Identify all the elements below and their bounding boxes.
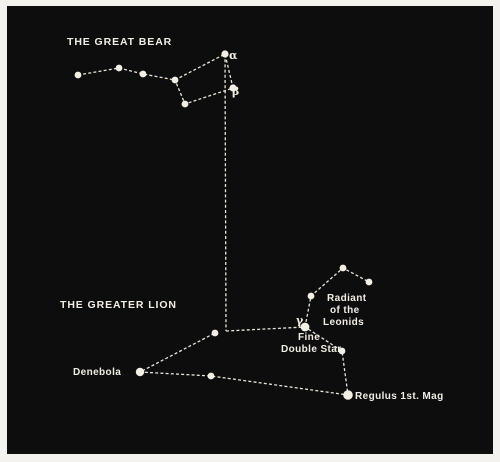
great-bear-handle-end-star [75,72,82,79]
great-bear-bowl-star [182,101,189,108]
gamma-label: γ [296,314,304,327]
star-chart [7,6,493,454]
double-star-label-line1: Fine [298,332,321,343]
radiant-label-line2: of the [330,305,360,316]
denebola-label: Denebola [73,367,122,378]
beta-label: β [232,85,240,98]
great-bear-bowl-star [172,77,179,84]
denebola-star [136,368,144,376]
great-bear-handle-star [140,71,147,78]
great-bear-lines [78,54,233,104]
great-bear-title: THE GREAT BEAR [67,36,173,48]
regulus-star [343,390,353,400]
greater-lion-lines [140,268,369,395]
lion-star [366,279,373,286]
alpha-label: α [229,49,238,62]
radiant-label-line3: Leonids [323,317,365,328]
pointer-line [225,54,226,331]
great-bear-handle-star [116,65,123,72]
radiant-star [308,293,315,300]
regulus-label: Regulus 1st. Mag [355,391,444,402]
great-bear-stars [75,50,237,107]
double-star-label-line2: Double Star [281,344,342,355]
star-chart-svg [7,6,493,454]
alpha-star [221,50,228,57]
lion-star [208,373,215,380]
lion-star [212,330,219,337]
radiant-label-line1: Radiant [327,293,367,304]
lion-star [340,265,347,272]
greater-lion-title: THE GREATER LION [60,299,177,311]
greater-lion-stars [136,265,373,400]
